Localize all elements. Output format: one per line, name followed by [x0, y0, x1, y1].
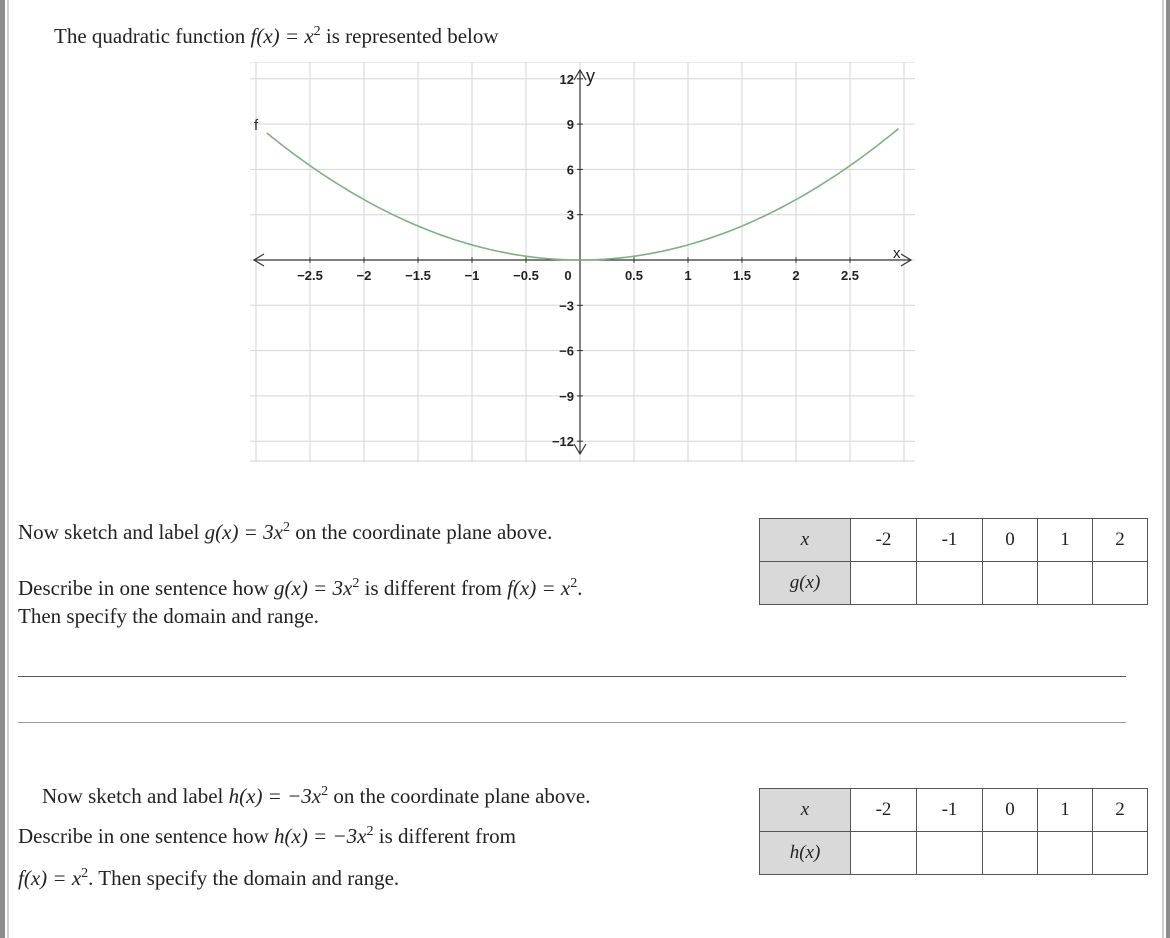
answer-line-2[interactable] — [18, 722, 1126, 723]
table-g-gx-cell[interactable] — [1038, 562, 1093, 605]
q2-line2-prefix: Describe in one sentence how — [18, 824, 274, 848]
q1-line2-function: g(x) = 3x — [274, 576, 353, 600]
q1-line1-prefix: Now sketch and label — [18, 520, 205, 544]
intro-prefix: The quadratic function — [54, 24, 251, 48]
y-tick-label: −6 — [559, 343, 574, 359]
table-h-hx-cell[interactable] — [1038, 832, 1093, 875]
series-f-label: f — [254, 117, 259, 134]
x-tick-label: 1 — [684, 268, 692, 283]
q1-line2-function2: f(x) = x — [507, 576, 571, 600]
q1-line2-exponent2: 2 — [570, 576, 578, 591]
table-h-values — [759, 788, 1148, 875]
x-tick-label: −2.5 — [297, 268, 323, 283]
q2-line2-suffix: is different from — [373, 824, 516, 848]
table-g-x-value: -2 — [851, 519, 917, 562]
y-tick-label: 9 — [566, 117, 574, 133]
table-h-hx-cell[interactable] — [1093, 832, 1148, 875]
intro-text — [54, 24, 499, 49]
page-border-left-inner — [7, 0, 9, 938]
table-g-x-header: x — [760, 519, 851, 562]
table-g-values — [759, 518, 1148, 605]
y-tick-label: 12 — [559, 71, 574, 87]
y-axis-label: y — [586, 66, 595, 86]
q2-line2-function: h(x) = −3x — [274, 824, 367, 848]
x-tick-label: 2 — [792, 268, 800, 283]
q2-line1-exponent: 2 — [321, 784, 329, 799]
x-tick-label: 2.5 — [840, 268, 860, 283]
table-row — [760, 789, 1148, 832]
q2-line3-suffix: . Then specify the domain and range. — [88, 866, 400, 890]
x-tick-label: 0.5 — [624, 268, 644, 283]
x-axis-label: x — [893, 245, 901, 262]
table-h-hx-cell[interactable] — [983, 832, 1038, 875]
q2-line1 — [42, 784, 591, 809]
table-h-x-header: x — [760, 789, 851, 832]
table-h-hx-header: h(x) — [760, 832, 851, 875]
answer-line-1[interactable] — [18, 676, 1126, 677]
intro-function: f(x) = x — [250, 24, 314, 48]
page-border-right — [1166, 0, 1170, 938]
table-g-x-value: -1 — [917, 519, 983, 562]
q2-line2 — [18, 824, 516, 849]
table-g-gx-cell[interactable] — [1093, 562, 1148, 605]
table-g-gx-cell[interactable] — [983, 562, 1038, 605]
table-g-gx-cell[interactable] — [851, 562, 917, 605]
table-g-x-value: 0 — [983, 519, 1038, 562]
x-tick-label: −2 — [356, 268, 372, 283]
x-tick-label: −1.5 — [405, 268, 431, 283]
table-h-x-value: -1 — [917, 789, 983, 832]
page-border-right-inner — [1162, 0, 1164, 938]
table-h-hx-cell[interactable] — [851, 832, 917, 875]
y-tick-label: −12 — [551, 434, 574, 450]
q2-line3 — [18, 866, 399, 891]
x-tick-label: 1.5 — [732, 268, 752, 283]
table-h-x-value: 2 — [1093, 789, 1148, 832]
y-tick-label: −9 — [559, 388, 574, 404]
table-row — [760, 832, 1148, 875]
table-row — [760, 562, 1148, 605]
q1-line1-suffix: on the coordinate plane above. — [289, 520, 553, 544]
y-tick-label: 6 — [566, 162, 574, 178]
table-h-x-value: 1 — [1038, 789, 1093, 832]
q1-line1-exponent: 2 — [282, 520, 290, 535]
q2-line1-suffix: on the coordinate plane above. — [328, 784, 591, 808]
coordinate-plane[interactable] — [250, 62, 915, 462]
table-h-hx-cell[interactable] — [917, 832, 983, 875]
series-f-curve — [267, 129, 899, 260]
q2-line2-exponent: 2 — [366, 824, 374, 839]
q1-line2-suffix: . — [577, 576, 583, 600]
q1-line1-function: g(x) = 3x — [204, 520, 283, 544]
q1-line2-prefix: Describe in one sentence how — [18, 576, 274, 600]
page-border-left — [0, 0, 5, 938]
table-h-x-value: 0 — [983, 789, 1038, 832]
q1-line1 — [18, 520, 552, 545]
q2-line1-prefix: Now sketch and label — [42, 784, 229, 808]
table-row — [760, 519, 1148, 562]
intro-suffix: is represented below — [320, 24, 499, 48]
q2-line1-function: h(x) = −3x — [228, 784, 322, 808]
table-g-gx-header: g(x) — [760, 562, 851, 605]
q1-line3: Then specify the domain and range. — [18, 604, 319, 628]
table-g-x-value: 1 — [1038, 519, 1093, 562]
q2-line3-exponent: 2 — [81, 866, 89, 881]
q2-line3-function: f(x) = x — [18, 866, 82, 890]
x-tick-label: −1 — [464, 268, 480, 283]
table-g-x-value: 2 — [1093, 519, 1148, 562]
x-tick-label: −0.5 — [513, 268, 539, 283]
table-g-gx-cell[interactable] — [917, 562, 983, 605]
q1-line2 — [18, 576, 582, 601]
q1-line2-exponent: 2 — [352, 576, 360, 591]
table-h-x-value: -2 — [851, 789, 917, 832]
y-tick-label: −3 — [559, 298, 574, 314]
x-tick-labels — [297, 257, 859, 283]
y-tick-label: 3 — [566, 207, 574, 223]
grid-lines — [250, 62, 915, 462]
q1-line2-mid: is different from — [359, 576, 508, 600]
x-tick-label: 0 — [564, 268, 572, 283]
intro-exponent: 2 — [313, 24, 321, 39]
